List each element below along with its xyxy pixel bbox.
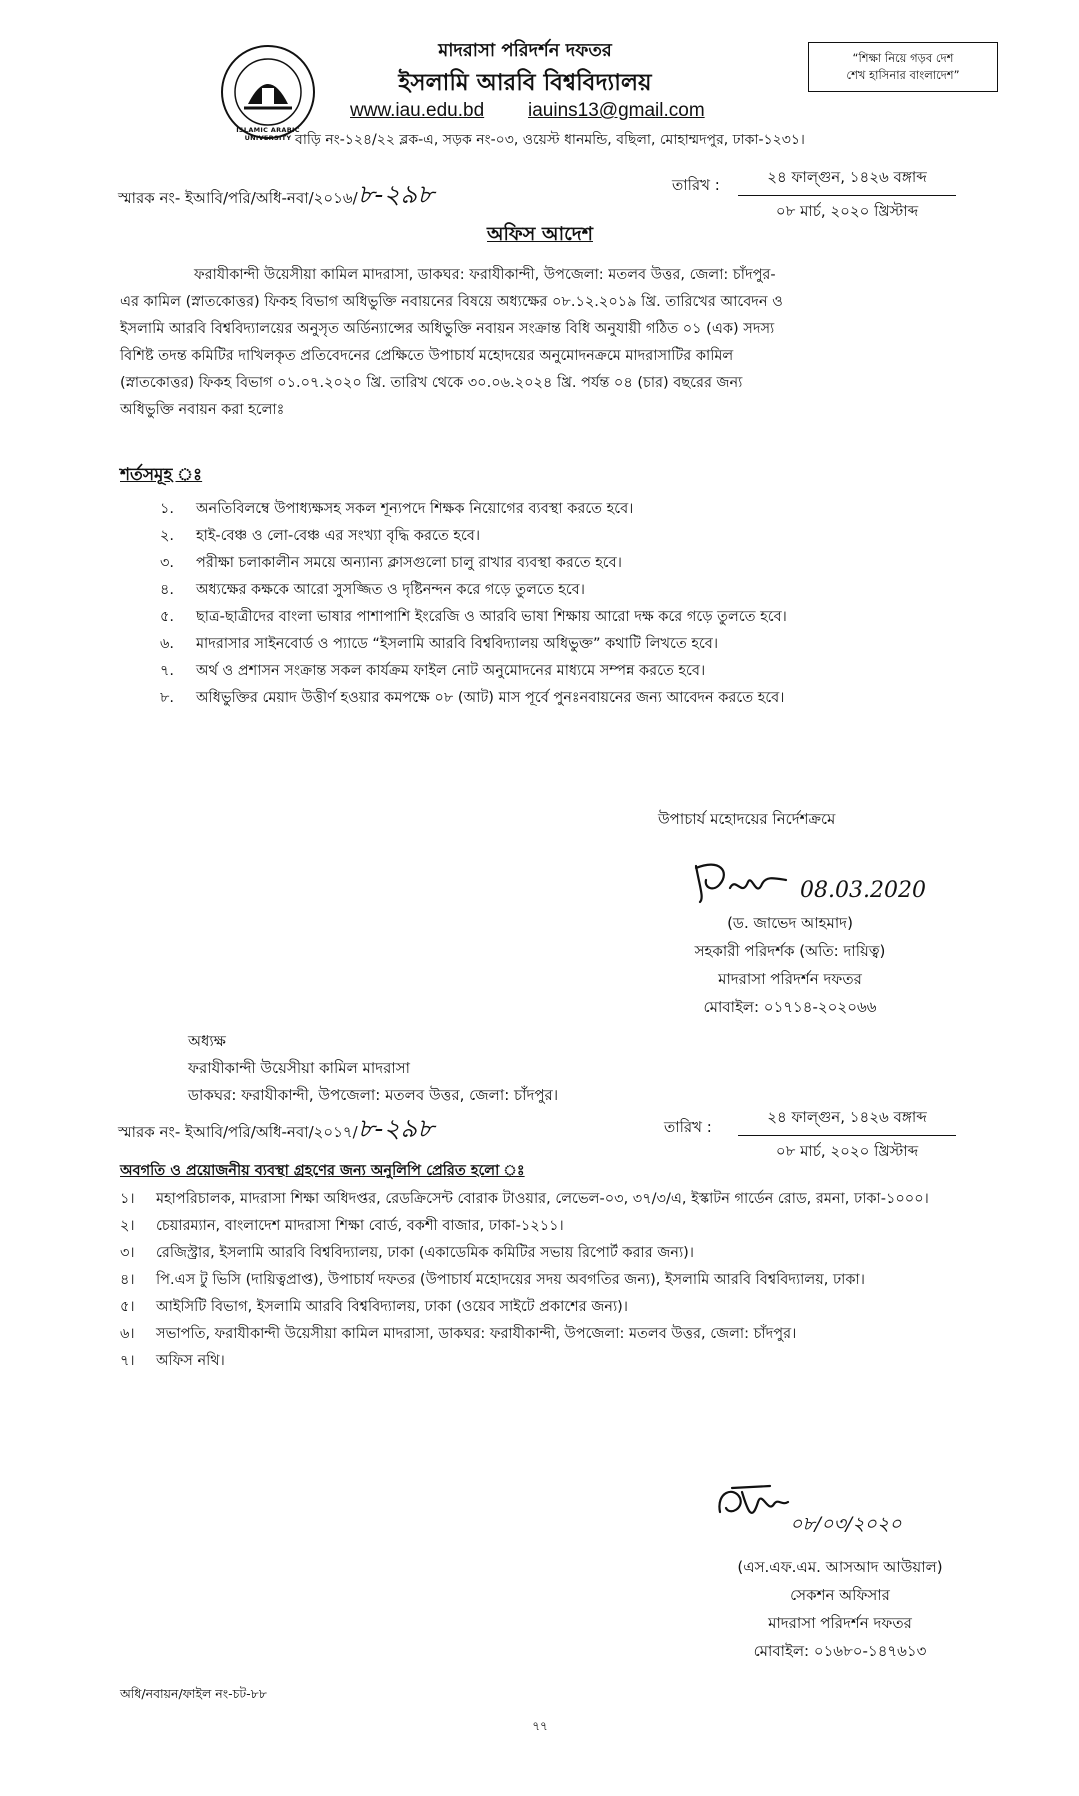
condition-item: ৫. ছাত্র-ছাত্রীদের বাংলা ভাষার পাশাপাশি ইংরেজি ও আরবি ভাষা শিক্ষায় আরো দক্ষ করে গড়ে তুলতে হবে।: [160, 609, 787, 625]
signatory-mobile-2: মোবাইল: ০১৬৮০-১৪৭৬১৩: [753, 1642, 927, 1660]
copy-item: ৪। পি.এস টু ভিসি (দায়িত্বপ্রাপ্ত), উপাচার্য দফতর (উপাচার্য মহোদয়ের সদয় অবগতির জন্য), ইসলামি আরবি বিশ্ববিদ্যালয়, ঢাকা।: [120, 1272, 865, 1288]
condition-item: ২. হাই-বেঞ্চ ও লো-বেঞ্চ এর সংখ্যা বৃদ্ধি করতে হবে।: [160, 528, 481, 544]
copy-item: ৬। সভাপতি, ফরাযীকান্দী উয়েসীয়া কামিল মাদরাসা, ডাকঘর: ফরাযীকান্দী, উপজেলা: মতলব উত্তর, জেলা: চাঁদপুর।: [120, 1326, 797, 1342]
page-number: ৭৭: [532, 1719, 548, 1733]
condition-item: ১. অনতিবিলম্বে উপাধ্যক্ষসহ সকল শূন্যপদে শিক্ষক নিয়োগের ব্যবস্থা করতে হবে।: [160, 501, 634, 517]
condition-item: ৭. অর্থ ও প্রশাসন সংক্রান্ত সকল কার্যক্রম ফাইল নোট অনুমোদনের মাধ্যমে সম্পন্ন করতে হবে।: [160, 663, 706, 679]
signatory-name-1: (ড. জাভেদ আহমাদ): [727, 914, 853, 932]
copy-item: ২। চেয়ারম্যান, বাংলাদেশ মাদরাসা শিক্ষা বোর্ড, বকশী বাজার, ঢাকা-১২১১।: [120, 1218, 564, 1234]
memo-ref-handwritten: ৮-২৯৮: [357, 180, 434, 210]
body-line: ইসলামি আরবি বিশ্ববিদ্যালয়ের অনুসৃত অর্ডিন্যান্সের অধিভুক্তি নবায়ন সংক্রান্ত বিধি অনুযায়ী গঠিত ০১ (এক) সদস্য: [120, 321, 775, 337]
signatory-designation-1: সহকারী পরিদর্শক (অতি: দায়িত্ব): [694, 942, 886, 960]
signatory-office-2: মাদরাসা পরিদর্শন দফতর: [768, 1614, 912, 1632]
directive-line: উপাচার্য মহোদয়ের নির্দেশক্রমে: [658, 810, 836, 828]
signature-2: [712, 1482, 792, 1532]
logo-text: ISLAMIC ARABIC UNIVERSITY: [236, 126, 300, 142]
slogan-box: [808, 42, 998, 92]
copy-item: ৭। অফিস নথি।: [120, 1353, 225, 1369]
university-name: ইসলামি আরবি বিশ্ববিদ্যালয়: [398, 70, 652, 96]
memo-ref-1: [118, 174, 434, 218]
order-title: অফিস আদেশ: [487, 223, 593, 245]
email-link[interactable]: iauins13@gmail.com: [528, 100, 705, 121]
memo-ref-handwritten: ৮-২৯৮: [357, 1114, 434, 1144]
slogan-line-1: “শিক্ষা নিয়ে গড়ব দেশ: [852, 51, 954, 65]
body-line: বিশিষ্ট তদন্ত কমিটির দাখিলকৃত প্রতিবেদনের প্রেক্ষিতে উপাচার্য মহোদয়ের অনুমোদনক্রমে মাদরাসাটির কামিল: [120, 348, 734, 364]
recipient-institution: ফরাযীকান্দী উয়েসীয়া কামিল মাদরাসা: [188, 1059, 410, 1077]
condition-item: ৬. মাদরাসার সাইনবোর্ড ও প্যাডে “ইসলামি আরবি বিশ্ববিদ্যালয় অধিভুক্ত” কথাটি লিখতে হবে।: [160, 636, 719, 652]
date-box-1: [738, 166, 956, 225]
recipient-block: [188, 1028, 558, 1109]
signature-date-1: 08.03.2020: [800, 878, 926, 903]
address-line: বাড়ি নং-১২৪/২২ ব্লক-এ, সড়ক নং-০৩, ওয়েস্ট ধানমন্ডি, বছিলা, মোহাম্মদপুর, ঢাকা-১২৩১।: [295, 132, 805, 148]
order-body: [120, 262, 960, 424]
copy-item: ৩। রেজিস্ট্রার, ইসলামি আরবি বিশ্ববিদ্যালয়, ঢাকা (একাডেমিক কমিটির সভায় রিপোর্ট করার জন্য)।: [120, 1245, 694, 1261]
body-line: ফরাযীকান্দী উয়েসীয়া কামিল মাদরাসা, ডাকঘর: ফরাযীকান্দী, উপজেলা: মতলব উত্তর, জেলা: চাঁদপুর-: [194, 267, 776, 283]
memo-ref-2: [118, 1108, 434, 1152]
signatory-name-2: (এস.এফ.এম. আসআদ আউয়াল): [737, 1558, 943, 1576]
date-bengali: ২৪ ফাল্গুন, ১৪২৬ বঙ্গাব্দ: [767, 1108, 927, 1126]
body-line: (স্নাতকোত্তর) ফিকহ বিভাগ ০১.০৭.২০২০ খ্রি. তারিখ থেকে ৩০.০৬.২০২৪ খ্রি. পর্যন্ত ০৪ (চার) বছরের জন্য: [120, 375, 743, 391]
signatory-mobile-1: মোবাইল: ০১৭১৪-২০২০৬৬: [703, 998, 877, 1016]
body-line: অধিভুক্তি নবায়ন করা হলোঃ: [120, 402, 285, 418]
university-logo: [218, 42, 318, 142]
signatory-office-1: মাদরাসা পরিদর্শন দফতর: [718, 970, 862, 988]
signatory-designation-2: সেকশন অফিসার: [790, 1586, 890, 1604]
recipient-title: অধ্যক্ষ: [188, 1032, 226, 1050]
copy-item: ৫। আইসিটি বিভাগ, ইসলামি আরবি বিশ্ববিদ্যালয়, ঢাকা (ওয়েব সাইটে প্রকাশের জন্য)।: [120, 1299, 628, 1315]
date-bengali: ২৪ ফাল্গুন, ১৪২৬ বঙ্গাব্দ: [767, 168, 927, 186]
date-gregorian: ০৮ মার্চ, ২০২০ খ্রিস্টাব্দ: [738, 195, 956, 225]
signature-date-2: ০৮/০৩/২০২০: [790, 1513, 902, 1535]
condition-item: ৮. অধিভুক্তির মেয়াদ উত্তীর্ণ হওয়ার কমপক্ষে ০৮ (আট) মাস পূর্বে পুনঃনবায়নের জন্য আবেদন করতে হবে।: [160, 690, 785, 706]
copies-list: [120, 1186, 965, 1375]
conditions-list: [160, 496, 965, 712]
copies-heading: অবগতি ও প্রয়োজনীয় ব্যবস্থা গ্রহণের জন্য অনুলিপি প্রেরিত হলো ঃ: [120, 1163, 525, 1179]
date-gregorian: ০৮ মার্চ, ২০২০ খ্রিস্টাব্দ: [738, 1135, 956, 1165]
recipient-address: ডাকঘর: ফরাযীকান্দী, উপজেলা: মতলব উত্তর, জেলা: চাঁদপুর।: [188, 1086, 559, 1104]
date-label-1: তারিখ :: [672, 176, 720, 194]
copy-item: ১। মহাপরিচালক, মাদরাসা শিক্ষা অধিদপ্তর, রেডক্রিসেন্ট বোরাক টাওয়ার, লেভেল-০৩, ৩৭/৩/এ, ইস্কাটন গার্ডেন রোড, রমনা, ঢাকা-১০০০।: [120, 1191, 929, 1207]
memo-ref-label: স্মারক নং- ইআবি/পরি/অধি-নবা/২০১৬/: [118, 189, 358, 207]
date-box-2: [738, 1106, 956, 1165]
slogan-line-2: শেখ হাসিনার বাংলাদেশ”: [846, 68, 960, 82]
website-link[interactable]: www.iau.edu.bd: [350, 100, 485, 121]
condition-item: ৪. অধ্যক্ষের কক্ষকে আরো সুসজ্জিত ও দৃষ্টিনন্দন করে গড়ে তুলতে হবে।: [160, 582, 585, 598]
file-number: অধি/নবায়ন/ফাইল নং-চট-৮৮: [120, 1686, 267, 1701]
conditions-heading: শর্তসমূহ ঃ: [120, 465, 203, 485]
date-label-2: তারিখ :: [664, 1118, 712, 1136]
body-line: এর কামিল (স্নাতকোত্তর) ফিকহ বিভাগ অধিভুক্তি নবায়নের বিষয়ে অধ্যক্ষের ০৮.১২.২০১৯ খ্রি. তারিখের আবেদন ও: [120, 294, 783, 310]
department-name: মাদরাসা পরিদর্শন দফতর: [438, 40, 612, 61]
condition-item: ৩. পরীক্ষা চলাকালীন সময়ে অন্যান্য ক্লাসগুলো চালু রাখার ব্যবস্থা করতে হবে।: [160, 555, 622, 571]
memo-ref-label: স্মারক নং- ইআবি/পরি/অধি-নবা/২০১৭/: [118, 1123, 358, 1141]
signature-1: [690, 858, 800, 906]
